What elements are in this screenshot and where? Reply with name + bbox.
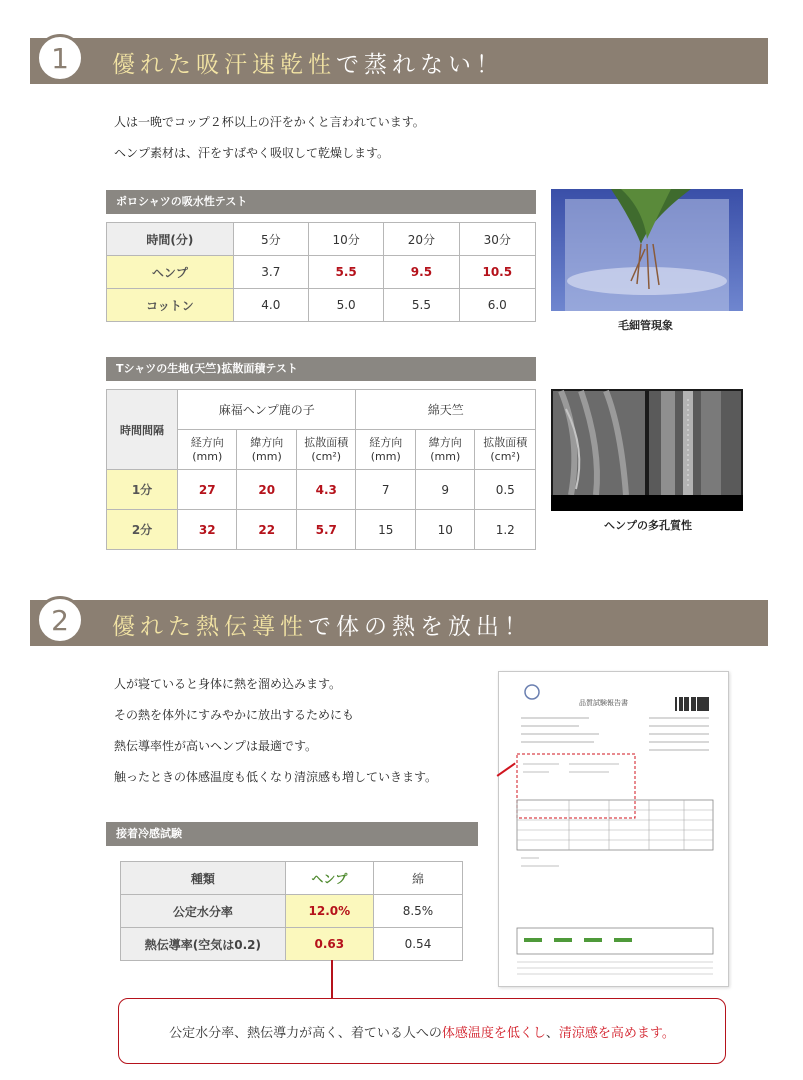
- table-cell: 15: [356, 510, 416, 550]
- table-cell: 5.5: [308, 256, 383, 289]
- body-line: ヘンプ素材は、汗をすばやく吸収して乾燥します。: [114, 146, 390, 160]
- body-line: 人が寝ていると身体に熱を溜め込みます。: [114, 677, 342, 691]
- row-label: 1分: [107, 470, 178, 510]
- section2-banner: [30, 600, 768, 646]
- photo-caption: 毛細管現象: [618, 319, 673, 332]
- body-line: 触ったときの体感温度も低くなり清涼感も増していきます。: [114, 770, 438, 784]
- sub-header: 拡散面積 (cm²): [475, 430, 536, 470]
- table-cell: 10.5: [459, 256, 535, 289]
- table-cell: 32: [177, 510, 237, 550]
- table-cell: 8.5%: [373, 895, 462, 928]
- table-header-cell: 30分: [459, 223, 535, 256]
- table-cell: 9: [415, 470, 475, 510]
- row-label: 熱伝導率(空気は0.2): [121, 928, 286, 961]
- table-header-cell: 綿: [373, 862, 462, 895]
- diffusion-table: [106, 389, 536, 550]
- row-label: ヘンプ: [107, 256, 234, 289]
- summary-callout: 公定水分率、熱伝導力が高く、着ている人への 体感温度を低くし 、 清涼感を高めます。: [118, 998, 726, 1064]
- table-header-cell: 5分: [233, 223, 308, 256]
- sub-header: 経方向 (mm): [356, 430, 416, 470]
- table-heading: Tシャツの生地(天竺)拡散面積テスト: [106, 357, 536, 381]
- group-header: 綿天竺: [356, 390, 536, 430]
- section1-banner: [30, 38, 768, 84]
- body-line: その熱を体外にすみやかに放出するためにも: [114, 708, 355, 722]
- table-cell: 22: [237, 510, 297, 550]
- body-line: 熱伝導率性が高いヘンプは最適です。: [114, 739, 318, 753]
- cooling-table: [120, 861, 463, 961]
- table-cell: 0.5: [475, 470, 536, 510]
- table-header-cell: 10分: [308, 223, 383, 256]
- body-line: 人は一晩でコップ２杯以上の汗をかくと言われています。: [114, 115, 425, 129]
- test-report-document: [498, 671, 729, 987]
- table-cell: 5.5: [384, 289, 459, 322]
- connector-line: [331, 960, 333, 998]
- table-cell: 1.2: [475, 510, 536, 550]
- row-label: コットン: [107, 289, 234, 322]
- table-header-cell: 20分: [384, 223, 459, 256]
- table-cell: 0.54: [373, 928, 462, 961]
- porous-sem-photo: [551, 389, 743, 511]
- table-cell: 7: [356, 470, 416, 510]
- table-cell: 10: [415, 510, 475, 550]
- section-number: 2: [36, 596, 84, 644]
- table-cell: 9.5: [384, 256, 459, 289]
- sub-header: 緯方向 (mm): [415, 430, 475, 470]
- section-number: 1: [36, 34, 84, 82]
- section-title: 優れた吸汗速乾性で蒸れない！: [112, 52, 504, 78]
- table-header-cell: 種類: [121, 862, 286, 895]
- table-corner-cell: 時間間隔: [107, 390, 178, 470]
- table-cell: 4.3: [296, 470, 356, 510]
- table-cell: 5.0: [308, 289, 383, 322]
- report-title: 品質試験報告書: [579, 699, 628, 707]
- absorbency-table: [106, 222, 536, 322]
- section-title: 優れた熱伝導性で体の熱を放出！: [112, 614, 532, 640]
- table-cell: 3.7: [233, 256, 308, 289]
- table-cell: 27: [177, 470, 237, 510]
- table-heading: 接着冷感試験: [106, 822, 478, 846]
- table-cell: 0.63: [285, 928, 373, 961]
- table-header-cell: 時間(分): [107, 223, 234, 256]
- capillary-photo: [551, 189, 743, 311]
- table-header-cell: ヘンプ: [285, 862, 373, 895]
- table-cell: 20: [237, 470, 297, 510]
- sub-header: 拡散面積 (cm²): [296, 430, 356, 470]
- table-cell: 12.0%: [285, 895, 373, 928]
- row-label: 公定水分率: [121, 895, 286, 928]
- row-label: 2分: [107, 510, 178, 550]
- table-cell: 6.0: [459, 289, 535, 322]
- table-cell: 4.0: [233, 289, 308, 322]
- photo-caption: ヘンプの多孔質性: [604, 519, 692, 532]
- table-heading: ポロシャツの吸水性テスト: [106, 190, 536, 214]
- sub-header: 経方向 (mm): [177, 430, 237, 470]
- table-cell: 5.7: [296, 510, 356, 550]
- group-header: 麻福ヘンプ鹿の子: [177, 390, 356, 430]
- sub-header: 緯方向 (mm): [237, 430, 297, 470]
